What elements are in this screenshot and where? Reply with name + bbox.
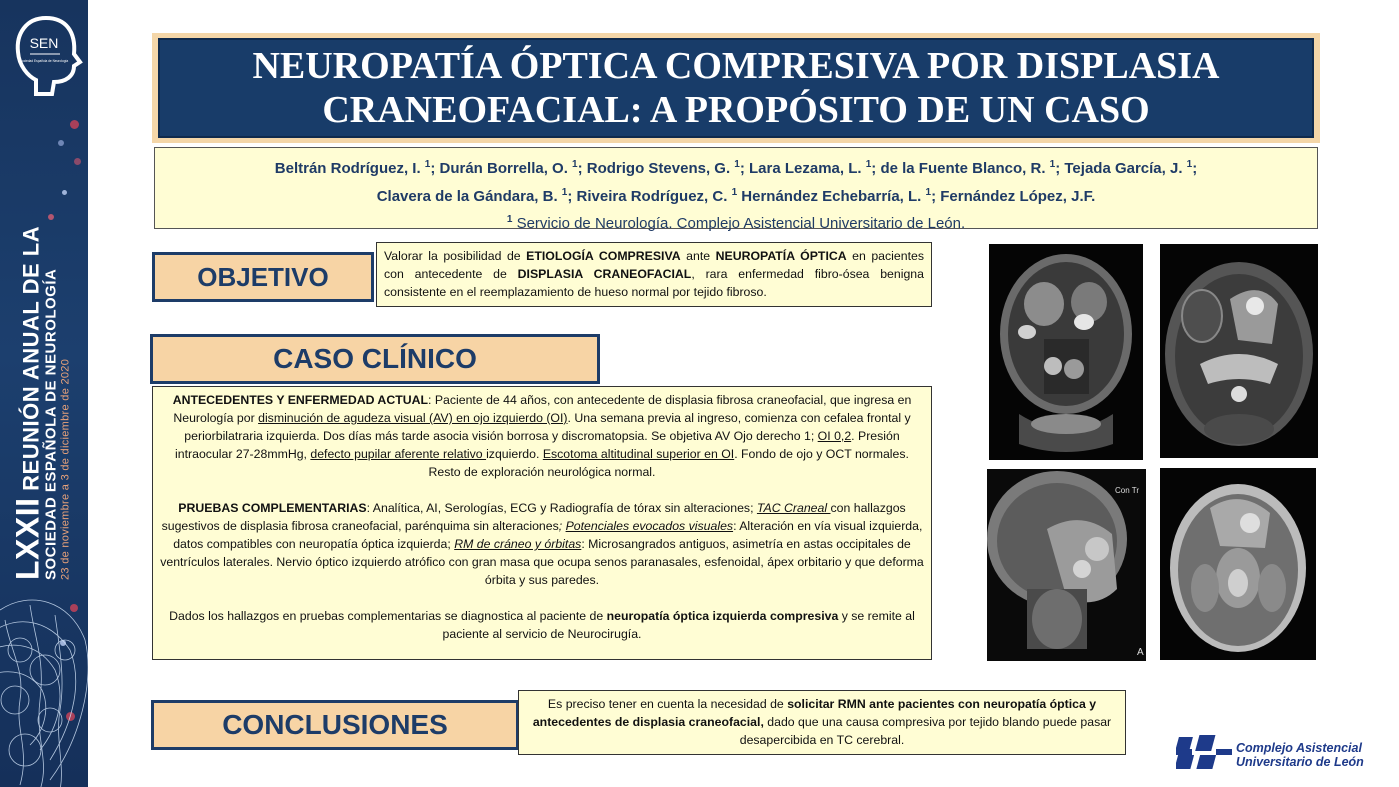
mri-image-coronal-contrast (987, 469, 1146, 661)
objetivo-header: OBJETIVO (152, 252, 374, 302)
caso-antecedentes: ANTECEDENTES Y ENFERMEDAD ACTUAL: Paciente de 44 años, con antecedente de displasia fibrosa craneofacial, que ingresa en Neurología por disminución de agudeza visual (AV) en ojo izquierdo (OI). Una semana previa al ingreso, comienza con cefalea frontal y periorbilatraria izquierda. Dos días más tarde asocia visión borrosa y discromatopsia. Se objetiva AV Ojo derecho 1; OI 0,2. Presión intraocular 27-28mmHg, defecto pupilar aferente relativo izquierdo. Escotoma altitudinal superior en OI. Fondo de ojo y OCT normales. Resto de exploración neurológica normal. (172, 393, 912, 479)
brain-illustration (0, 590, 88, 787)
sidebar (0, 0, 88, 787)
title-line-1: NEUROPATÍA ÓPTICA COMPRESIVA POR DISPLASIA (252, 45, 1220, 87)
title-line-2: CRANEOFACIAL: A PROPÓSITO DE UN CASO (322, 89, 1150, 131)
caso-clinico-header: CASO CLÍNICO (150, 334, 600, 384)
event-dates: 23 de noviembre a 3 de diciembre de 2020 (59, 358, 72, 580)
conclusiones-text: Es preciso tener en cuenta la necesidad de solicitar RMN ante pacientes con neuropatía óptica y antecedentes de displasia craneofacial, dado que una causa compresiva por tejido blando puede pasar desapercibida en TC cerebral. (518, 690, 1126, 755)
poster-title (158, 38, 1314, 138)
affiliation: $^1$ Servicio de Neurología. Complejo Asistencial Universitario de León. (506, 214, 966, 232)
mri-image-label: Con Tr (1115, 486, 1140, 495)
hospital-logo-icon (1176, 733, 1232, 771)
sen-logo-text: SEN (29, 35, 59, 51)
caso-diagnostico: Dados los hallazgos en pruebas complementarias se diagnostica al paciente de neuropatía óptica izquierda compresiva y se remite al paciente al servicio de Neurocirugía. (169, 609, 915, 641)
objetivo-text: Valorar la posibilidad de ETIOLOGÍA COMPRESIVA ante NEUROPATÍA ÓPTICA en pacientes con antecedente de DISPLASIA CRANEOFACIAL, rara enfermedad fibro-ósea benigna consistente en el reemplazamiento de hueso normal por tejido fibroso. (376, 242, 932, 307)
author-list: Beltrán Rodríguez, I. $^1$; Durán Borrella, O. $^1$; Rodrigo Stevens, G. $^1$; Lara Lezama, L. $^1$; de la Fuente Blanco, R. $^1$; Tejada García, J. $^1$; Clavera de la Gándara, B. $^1$; Riveira Rodríguez, C. $^1$ Hernández Echebarría, L. $^1$; Fernández López, J.F. (274, 159, 1198, 205)
conclusiones-header: CONCLUSIONES (151, 700, 519, 750)
caso-clinico-text (152, 386, 932, 660)
mri-image-axial-orbits (1160, 244, 1318, 458)
hospital-logo (1176, 733, 1376, 773)
sen-logo (8, 10, 84, 100)
mri-image-orientation: A (1137, 647, 1144, 658)
authors-box (154, 147, 1318, 232)
sen-logo-subtext: Sociedad Española de Neurología (19, 59, 69, 63)
poster-title-frame (152, 33, 1320, 143)
hospital-logo-line2: Universitario de León (1236, 755, 1364, 769)
event-roman-numeral: LXXII (9, 497, 46, 580)
sidebar-event-text (9, 200, 72, 580)
event-title-line1: REUNIÓN ANUAL DE LA (18, 225, 44, 491)
event-title-line2: SOCIEDAD ESPAÑOLA DE NEUROLOGÍA (42, 268, 60, 580)
mri-image-axial (1160, 468, 1316, 660)
mri-image-coronal (989, 244, 1143, 460)
hospital-logo-line1: Complejo Asistencial (1236, 741, 1362, 755)
caso-pruebas: PRUEBAS COMPLEMENTARIAS: Analítica, AI, Serologías, ECG y Radiografía de tórax sin alteraciones; TAC Craneal con hallazgos sugestivos de displasia fibrosa craneofacial, parénquima sin alteraciones; Potenciales evocados visuales: Alteración en vía visual izquierda, datos compatibles con neuropatía óptica izquierda; RM de cráneo y órbitas: Microsangrados antiguos, asimetría en astas occipitales de ventrículos laterales. Nervio óptico izquierdo atrófico con gran masa que ocupa senos paranasales, esfenoidal, ápex orbitario y que deforma órbita y sus paredes. (160, 501, 924, 587)
